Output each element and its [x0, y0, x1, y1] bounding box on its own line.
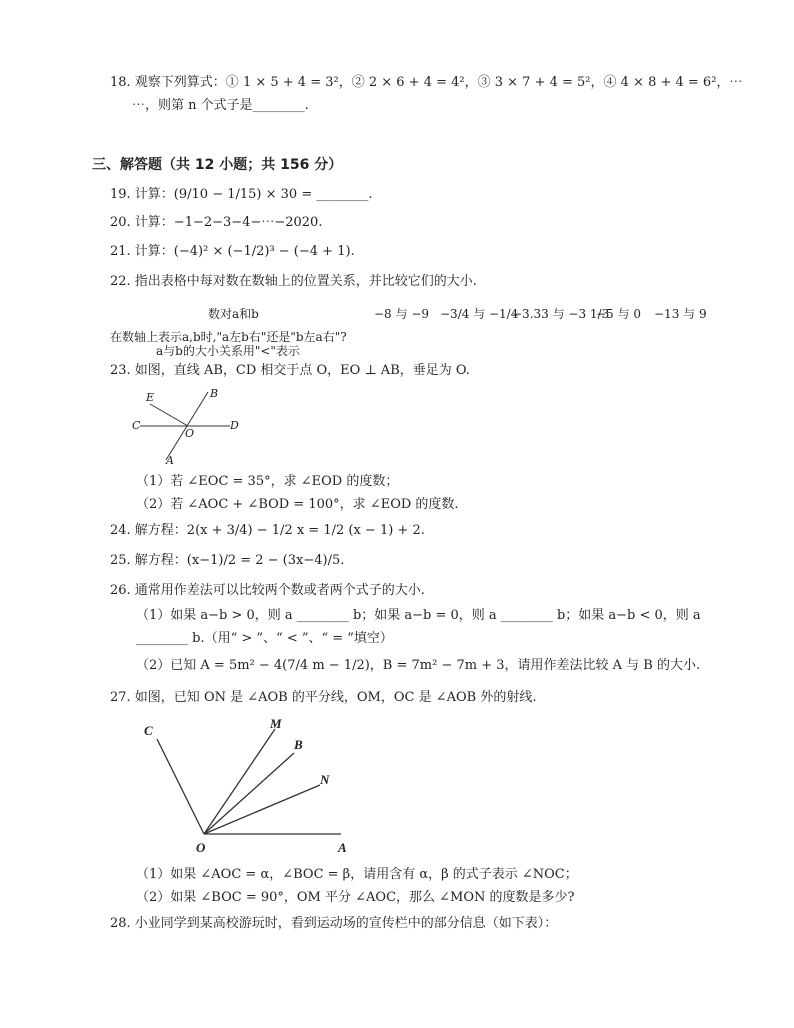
q26-sub2: （2）已知 A = 5m² − 4(7/4 m − 1/2)，B = 7m² − 7m + 3，请用作差法比较 A 与 B 的大小. [136, 658, 701, 673]
q27-prompt: 27. 如图，已知 ON 是 ∠AOB 的平分线，OM，OC 是 ∠AOB 外的射线. [110, 690, 537, 705]
q26-prompt: 26. 通常用作差法可以比较两个数或者两个式子的大小. [110, 583, 425, 598]
q22-prompt: 22. 指出表格中每对数在数轴上的位置关系，并比较它们的大小. [110, 274, 477, 289]
q22-pair-5: −13 与 9 [654, 307, 707, 321]
q22-pair-3: −3.33 与 −3 1/3 [512, 307, 610, 321]
q25: 25. 解方程：(x−1)/2 = 2 − (3x−4)/5. [110, 553, 345, 568]
label-d: D [230, 419, 239, 432]
label-a2: A [338, 840, 347, 855]
label-b: B [210, 387, 219, 400]
ray-ob [204, 753, 294, 834]
label-c2: C [144, 723, 153, 738]
q18-line2: ⋯，则第 n 个式子是________. [132, 98, 309, 113]
label-n: N [320, 772, 330, 787]
ray-om [204, 729, 275, 834]
section-title: 三、解答题（共 12 小题；共 156 分） [92, 157, 343, 173]
label-o2: O [196, 840, 206, 855]
label-m: M [270, 716, 282, 731]
q22-row2: 在数轴上表示a,b时,"a左b右"还是"b左a右"? [110, 330, 347, 344]
q22-pair-2: −3/4 与 −1/4 [440, 307, 519, 321]
q22-pair-1: −8 与 −9 [374, 307, 430, 321]
q21: 21. 计算：(−4)² × (−1/2)³ − (−4 + 1). [110, 244, 355, 259]
ray-oc [157, 739, 204, 834]
line-eo [150, 404, 188, 426]
q22-row3: a与b的大小关系用"<"表示 [156, 344, 300, 358]
q22-header: 数对a和b [208, 307, 259, 321]
q19: 19. 计算：(9/10 − 1/15) × 30 = ________. [110, 187, 373, 202]
label-b2: B [294, 737, 303, 752]
q27-sub2: （2）如果 ∠BOC = 90°，OM 平分 ∠AOC，那么 ∠MON 的度数是多少? [136, 890, 575, 905]
q27-sub1: （1）如果 ∠AOC = α，∠BOC = β，请用含有 α，β 的式子表示 ∠NOC； [136, 867, 578, 882]
q26-sub1a: （1）如果 a−b > 0，则 a ________ b；如果 a−b = 0，则 a ________ b；如果 a−b < 0，则 a [136, 608, 701, 623]
q22-pair-4: −5 与 0 [596, 307, 641, 321]
q18-line1: 18. 观察下列算式：① 1 × 5 + 4 = 3²，② 2 × 6 + 4 = 4²，③ 3 × 7 + 4 = 5²，④ 4 × 8 + 4 = 6²，⋯ [110, 75, 743, 90]
label-e: E [146, 391, 155, 404]
q26-sub1b: ________ b.（用“ > ”、“ < ”、“ = ”填空） [136, 631, 393, 646]
ray-on [204, 785, 320, 834]
q23-prompt: 23. 如图，直线 AB，CD 相交于点 O，EO ⊥ AB，垂足为 O. [110, 363, 470, 378]
label-o: O [185, 427, 195, 440]
label-a: A [166, 454, 174, 467]
q20: 20. 计算：−1−2−3−4−⋯−2020. [110, 215, 323, 230]
q28: 28. 小业同学到某高校游玩时，看到运动场的宣传栏中的部分信息（如下表）： [110, 916, 558, 931]
q23-sub2: （2）若 ∠AOC + ∠BOD = 100°，求 ∠EOD 的度数. [136, 497, 459, 512]
q24: 24. 解方程：2(x + 3/4) − 1/2 x = 1/2 (x − 1) + 2. [110, 523, 425, 538]
q27-figure [145, 715, 345, 845]
q23-sub1: （1）若 ∠EOC = 35°，求 ∠EOD 的度数； [136, 474, 399, 489]
label-c: C [132, 419, 141, 432]
